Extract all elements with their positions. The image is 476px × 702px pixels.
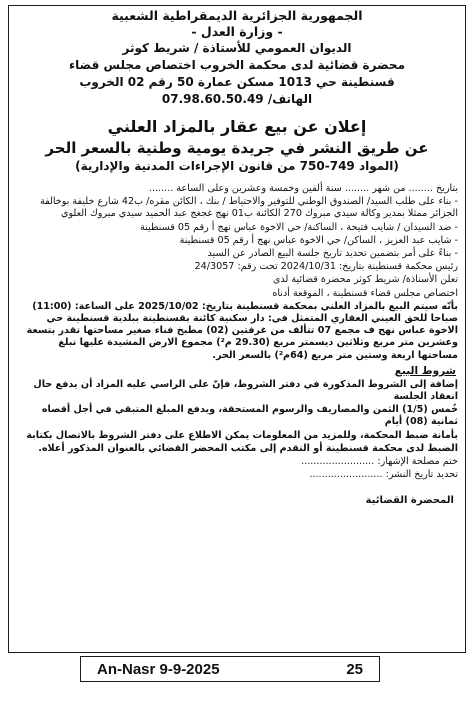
phone-number: 07.98.60.50.49 — [161, 92, 264, 106]
plaintiff-paragraph: - بناء على طلب السيد/ الصندوق الوطني للتوفير والاحتياط / بنك ، الكائن مقره/ ب42 شارع خليفة بوخالفة الجزائر ممثلا بمدير وكالة سيدي مبروك 270 الكائنة ب01 نهج غجغج عبد الحميد سيدي مبروك العلوي — [39, 196, 458, 220]
jurisdiction-line: اختصاص مجلس قضاء قسنطينة ، الموقعة أدناه — [272, 287, 458, 299]
defendant-2: - شايب عبد العزيز ، الساكن/ حي الاخوة عباس نهج أ رقم 05 قسنطينة — [179, 234, 458, 246]
page-number: 25 — [346, 660, 363, 678]
court-order-line: رئيس محكمة قسنطينة بتاريخ: 2024/10/31 تحت رقم: 24/3057 — [194, 261, 458, 273]
conditions-heading: شروط البيع — [394, 364, 456, 377]
legal-notice — [14, 8, 460, 506]
signature-label: المحضرة القضائية — [365, 495, 454, 507]
condition-1: إضافة إلى الشروط المذكورة في دفتر الشروط، فإنّ على الراسي عليه المزاد أن يدفع حال انعقاد الجلسة — [33, 378, 458, 403]
publication-date-line: تحديد تاريخ النشر: ........................ — [309, 469, 458, 481]
defendant-1: - ضد السيدان / شايب فتيحة ، الساكنة/ حي الاخوة عباس نهج أ رقم 05 قسنطينة — [139, 221, 458, 233]
order-line: - بناءً على أمر بتضمين تحديد تاريخ جلسة البيع الصادر عن السيد — [207, 248, 458, 260]
newspaper-name-date: An-Nasr 9-9-2025 — [97, 660, 220, 678]
condition-2: خُمس (1/5) الثمن والمصاريف والرسوم المستحقة، ويدفع المبلغ المتبقي في أجل أقصاه ثمانية (08) أيام — [41, 404, 458, 428]
publicity-stamp-line: ختم مصلحة الإشهار: ........................ — [301, 456, 458, 468]
condition-4: الضبط لدى محكمة قسنطينة أو التقدم إلى مكتب المحضر القضائي بالعنوان المذكور أعلاه. — [38, 442, 458, 454]
phone-label: الهاتف/ — [267, 92, 313, 106]
bailiff-line: تعلن الأستاذة/ شريط كوثر محضرة قضائية لدى — [272, 274, 458, 286]
sale-description: بأنّه سيتم البيع بالمزاد العلني بمحكمة قسنطينة بتاريخ: 2025/10/02 على الساعة: (11:00) صباحا للحق العيني العقاري المتمثل في: دار سكنية كائنة بقسنطينة ببلدية قسنطينة حي الاخوة عباس نهج ف مجمع 07 تتألف من غرفتين (02) مطبخ فناء صغير مساحتها تقدر بتسعة وعشرين متر مربع وثلاثين ديسمتر مربع (29.30 م²) مجموع الارض المشيدة عليها تبلغ مساحتها اربعة وستين متر مربع (64م²) بالسعر الحر. — [26, 300, 458, 361]
date-line: بتاريخ ........ من شهر ........ سنة ألفين وخمسة وعشرين وعلى الساعة ........ — [148, 183, 458, 194]
notice-title: إعلان عن بيع عقار بالمزاد العلني — [107, 117, 367, 136]
newspaper-footer — [80, 656, 380, 682]
condition-3: بأمانة ضبط المحكمة، وللمزيد من المعلومات يمكن الاطلاع على دفتر الشروط بالاتصال بكتابة — [26, 429, 458, 441]
notice-articles: (المواد 749-750 من قانون الإجراءات المدنية والإدارية) — [75, 159, 399, 173]
office-heading: الديوان العمومي للأستاذة / شريط كوثر — [122, 41, 352, 55]
republic-heading: الجمهورية الجزائرية الديمقراطية الشعبية — [111, 8, 363, 23]
notice-subtitle: عن طريق النشر في جريدة يومية وطنية بالسعر الحر — [45, 139, 429, 157]
role-heading: محضرة قضائية لدى محكمة الخروب اختصاص مجلس قضاء — [68, 58, 406, 72]
address-heading: قسنطينة حي 1013 مسكن عمارة 50 رقم 02 الخروب — [79, 75, 395, 89]
ministry-heading: - وزارة العدل - — [191, 24, 283, 39]
phone-line — [14, 91, 460, 108]
